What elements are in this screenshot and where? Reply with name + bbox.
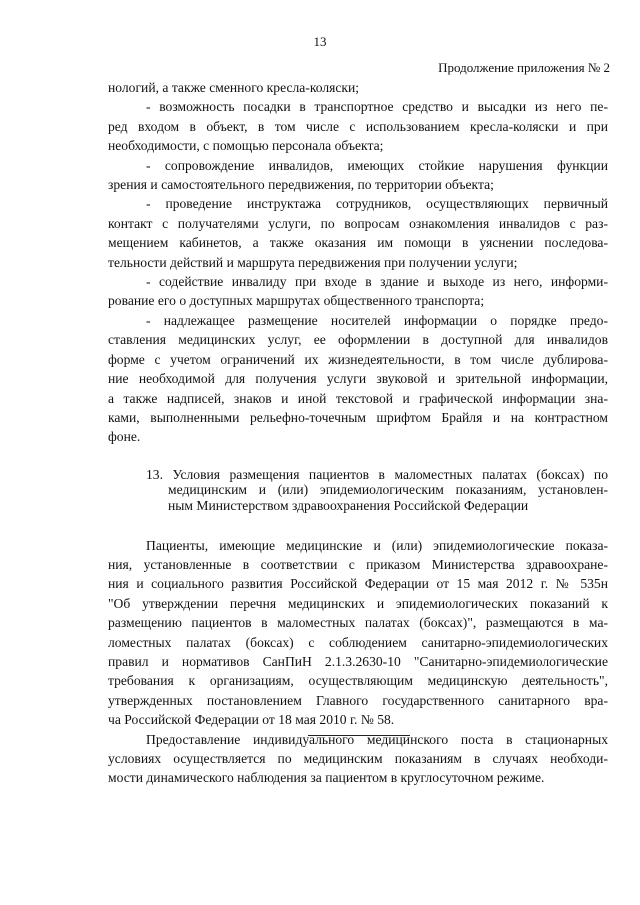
text-line: - содействие инвалиду при входе в здание и выходе из него, информи- (146, 274, 608, 290)
text-line: фоне. (108, 429, 141, 445)
heading-line: 13. Условия размещения пациентов в маломестных палатах (боксах) по (146, 466, 608, 482)
text-line: - возможность посадки в транспортное средство и высадки из него пе- (146, 99, 608, 115)
text-line: ломестных палатах (боксах) с соблюдением санитарно-эпидемиологических (108, 634, 608, 650)
text-line: ния и социального развития Российской Федерации от 15 мая 2012 г. № 535н (108, 576, 608, 592)
text-line: мости динамического наблюдения за пациентом в круглосуточном режиме. (108, 770, 545, 786)
text-line: правил и нормативов СанПиН 2.1.3.2630-10 "Санитарно-эпидемиологические (108, 653, 608, 669)
text-line: ния, установленные в соответствии с приказом Министерства здравоохране- (108, 556, 608, 572)
heading-line: ным Министерством здравоохранения Российской Федерации (168, 497, 529, 513)
list-item-escort (108, 156, 608, 195)
text-line: нологий, а также сменного кресла-коляски; (108, 80, 360, 95)
text-line: ред входом в объект, в том числе с использованием кресла-коляски и при (108, 118, 608, 134)
list-item-boarding (108, 97, 608, 155)
text-line: ние необходимой для получения услуги звуковой и зрительной информации, (108, 371, 608, 387)
text-line: утвержденных постановлением Главного государственного санитарного вра- (108, 692, 608, 708)
text-line: - проведение инструктажа сотрудников, осуществляющих первичный (146, 196, 608, 212)
heading-line: медицинским и (или) эпидемиологическим показаниям, установлен- (168, 482, 608, 498)
text-line: условиях осуществляется по медицинским показаниям в случаях необходи- (108, 750, 608, 766)
text-line: требования к организациям, осуществляющим медицинскую деятельность", (108, 673, 608, 689)
page-number: 13 (313, 34, 327, 49)
paragraph-continuation (108, 78, 608, 97)
list-item-staff-briefing (108, 194, 608, 272)
text-line: тельности действий и маршрута передвижения при получении услуги; (108, 254, 518, 270)
text-line: Предоставление индивидуального медицинского поста в стационарных (146, 731, 608, 747)
paragraph-patients (108, 536, 608, 730)
text-line: - надлежащее размещение носителей информации о порядке предо- (146, 312, 608, 328)
text-line: зрения и самостоятельного передвижения, по территории объекта; (108, 177, 494, 193)
list-item-information-placement (108, 311, 608, 447)
text-line: а также надписей, знаков и иной текстовой и графической информации зна- (108, 390, 608, 406)
text-line: рование его о доступных маршрутах общественного транспорта; (108, 293, 485, 309)
list-item-entrance-assistance (108, 272, 608, 311)
text-line: контакт с получателями услуги, по вопросам ознакомления инвалидов с раз- (108, 215, 608, 231)
text-line: мещением кабинетов, а также оказания им помощи в уяснении последова- (108, 235, 608, 251)
paragraph-individual-post (108, 730, 608, 788)
text-line: необходимости, с помощью персонала объекта; (108, 138, 384, 154)
text-line: ставления медицинских услуг, ее оформлении в доступной для инвалидов (108, 332, 608, 348)
text-line: - сопровождение инвалидов, имеющих стойкие нарушения функции (146, 157, 608, 173)
text-line: "Об утверждении перечня медицинских и эпидемиологических показаний к (108, 595, 608, 611)
text-line: размещению пациентов в маломестных палатах (боксах)", размещаются в ма- (108, 615, 608, 631)
text-line: Пациенты, имеющие медицинские и (или) эпидемиологические показа- (146, 537, 608, 553)
appendix-continuation-label: Продолжение приложения № 2 (438, 60, 610, 75)
text-line: ками, выполненными рельефно-точечным шрифтом Брайля и на контрастном (108, 409, 608, 425)
document-body (108, 78, 608, 788)
end-divider (308, 735, 410, 736)
section-heading (108, 467, 608, 514)
text-line: ча Российской Федерации от 18 мая 2010 г. № 58. (108, 712, 395, 728)
text-line: форме с учетом ограничений их жизнедеятельности, в том числе дублирова- (108, 351, 608, 367)
